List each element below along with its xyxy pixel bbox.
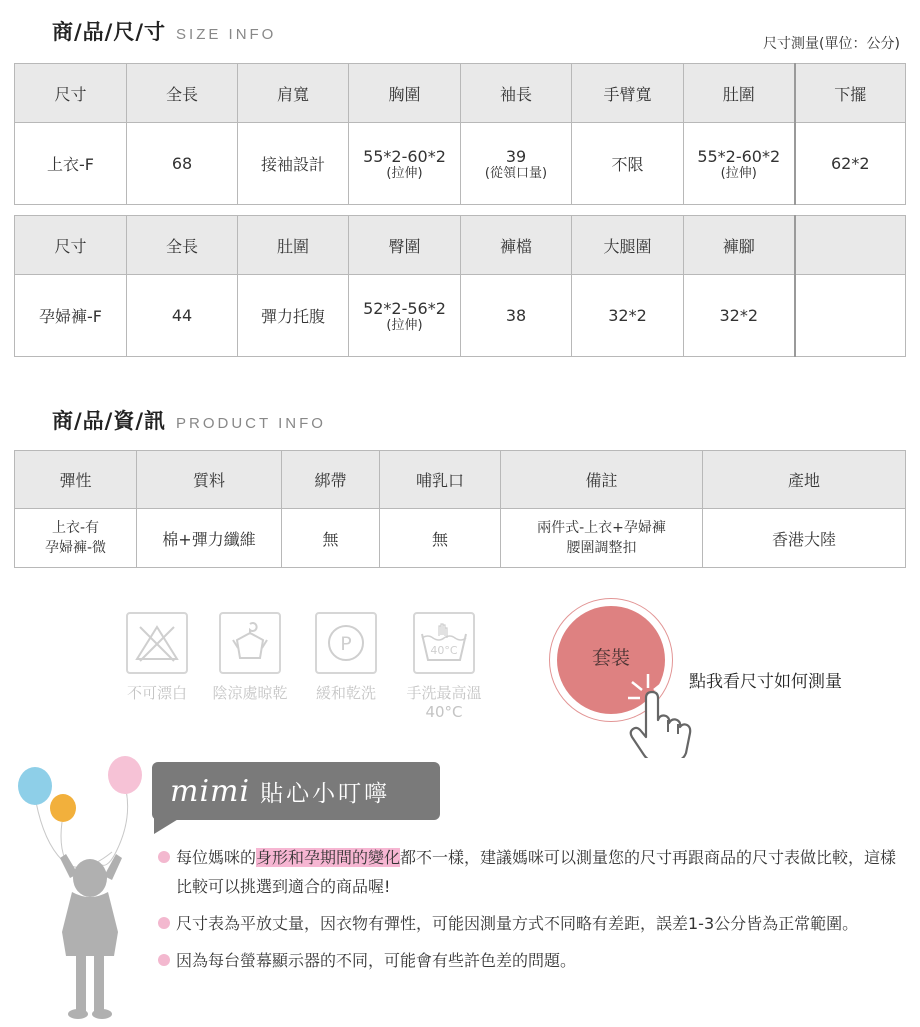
elastic-top: 上衣-有	[51, 520, 100, 536]
product-info-subtitle: PRODUCT INFO	[176, 415, 326, 432]
length-cell: 68	[127, 123, 238, 205]
arm-cell: 不限	[572, 123, 684, 205]
chest-note: (拉伸)	[386, 165, 423, 181]
nursing-cell: 無	[380, 509, 501, 568]
balloon-blue	[18, 767, 52, 805]
chest-value: 55*2-60*2	[363, 146, 446, 166]
brand-mimi: mimi	[170, 773, 251, 809]
pink-dot-icon	[158, 917, 170, 929]
tips-list	[158, 843, 898, 983]
header-cell: 質料	[137, 451, 282, 509]
bubble-tail	[154, 818, 180, 834]
header-cell: 臀圍	[349, 216, 461, 275]
girl-balloons-illustration	[14, 752, 154, 1027]
care-dry-clean	[307, 612, 385, 703]
product-info-table	[14, 450, 906, 568]
tip-highlight: 身形和孕期間的變化	[256, 848, 401, 867]
set-badge[interactable]: 套裝	[557, 606, 665, 714]
wash-temp: 40°C	[430, 644, 458, 657]
header-cell: 手臂寬	[572, 64, 684, 123]
sleeve-note: (從領口量)	[484, 165, 548, 181]
hip-value: 52*2-56*2	[363, 298, 446, 318]
origin-cell: 香港大陸	[703, 509, 906, 568]
tip-text: 尺寸表為平放丈量，因衣物有彈性，可能因測量方式不同略有差距，誤差1-3公分皆為正常範圍。	[176, 914, 859, 933]
balloon-orange	[50, 794, 76, 822]
belly-cell: 彈力托腹	[238, 275, 349, 357]
material-cell: 棉+彈力纖維	[137, 509, 282, 568]
care-label: 緩和乾洗	[315, 684, 376, 702]
hand-wash-icon	[413, 612, 475, 674]
header-cell: 袖長	[461, 64, 572, 123]
header-cell: 大腿圍	[572, 216, 684, 275]
top-size-table	[14, 63, 906, 205]
care-shade-dry	[204, 612, 296, 703]
product-info-title: 商/品/資/訊	[52, 409, 167, 433]
strap-cell: 無	[282, 509, 380, 568]
tip-text: 都不一樣，建議媽咪可以測量您的尺寸再跟商品的尺寸表做比較，這樣比較可以挑選到適合的商品喔!	[176, 848, 897, 896]
elastic-pants: 孕婦褲-微	[44, 540, 107, 556]
pink-dot-icon	[158, 954, 170, 966]
header-cell: 肚圍	[684, 64, 795, 123]
tip-text: 每位媽咪的	[176, 848, 257, 867]
header-cell: 產地	[703, 451, 906, 509]
hip-note: (拉伸)	[386, 317, 423, 333]
tips-heading-bubble	[152, 762, 440, 820]
no-bleach-icon	[126, 612, 188, 674]
shade-dry-icon	[219, 612, 281, 674]
care-label: 不可漂白	[126, 684, 187, 702]
table-header-row	[15, 216, 906, 275]
sleeve-value: 39	[505, 146, 527, 166]
measure-guide-link[interactable]: 點我看尺寸如何測量	[689, 672, 842, 692]
dry-clean-icon	[315, 612, 377, 674]
header-cell: 褲腳	[684, 216, 795, 275]
empty-cell	[795, 275, 906, 357]
size-cell: 上衣-F	[15, 123, 127, 205]
tip-item	[158, 909, 898, 938]
table-row	[15, 509, 906, 568]
size-info-heading	[52, 16, 276, 46]
care-label-temp: 40°C	[425, 703, 463, 721]
header-cell: 尺寸	[15, 216, 127, 275]
header-cell: 綁帶	[282, 451, 380, 509]
tip-item	[158, 946, 898, 975]
note-line-1: 兩件式-上衣+孕婦褲	[537, 520, 666, 536]
girl-silhouette	[60, 854, 122, 1019]
chest-cell	[349, 123, 461, 205]
note-line-2: 腰圍調整扣	[566, 540, 637, 556]
rise-cell: 38	[461, 275, 572, 357]
elastic-cell	[15, 509, 137, 568]
care-label: 手洗最高溫	[406, 684, 482, 702]
header-cell	[795, 216, 906, 275]
size-info-title: 商/品/尺/寸	[52, 20, 167, 44]
header-cell: 肚圍	[238, 216, 349, 275]
hem-cell: 62*2	[795, 123, 906, 205]
tip-text: 因為每台螢幕顯示器的不同，可能會有些許色差的問題。	[176, 951, 577, 970]
dry-clean-symbol: P	[340, 633, 352, 655]
balloon-pink	[108, 756, 142, 794]
header-cell: 備註	[501, 451, 703, 509]
pink-dot-icon	[158, 851, 170, 863]
belly-note: (拉伸)	[720, 165, 757, 181]
size-info-subtitle: SIZE INFO	[176, 26, 277, 43]
table-header-row	[15, 451, 906, 509]
hip-cell	[349, 275, 461, 357]
header-cell: 尺寸	[15, 64, 127, 123]
table-row	[15, 275, 906, 357]
pants-size-table	[14, 215, 906, 357]
pant-hem-cell: 32*2	[684, 275, 795, 357]
header-cell: 下擺	[795, 64, 906, 123]
header-cell: 褲檔	[461, 216, 572, 275]
thigh-cell: 32*2	[572, 275, 684, 357]
care-no-bleach	[118, 612, 196, 703]
note-cell	[501, 509, 703, 568]
sleeve-cell	[461, 123, 572, 205]
header-cell: 全長	[127, 64, 238, 123]
header-cell: 哺乳口	[380, 451, 501, 509]
header-cell: 胸圍	[349, 64, 461, 123]
belly-cell	[684, 123, 795, 205]
belly-value: 55*2-60*2	[697, 146, 781, 166]
header-cell: 彈性	[15, 451, 137, 509]
table-header-row	[15, 64, 906, 123]
header-cell: 全長	[127, 216, 238, 275]
tips-title: 貼心小叮嚀	[260, 780, 391, 807]
length-cell: 44	[127, 275, 238, 357]
header-cell: 肩寬	[238, 64, 349, 123]
care-hand-wash	[398, 612, 490, 721]
table-row	[15, 123, 906, 205]
product-info-heading	[52, 405, 326, 435]
care-label: 陰涼處晾乾	[212, 684, 288, 702]
shoulder-cell: 接袖設計	[238, 123, 349, 205]
size-cell: 孕婦褲-F	[15, 275, 127, 357]
tip-item	[158, 843, 898, 901]
unit-note: 尺寸測量(單位：公分)	[763, 36, 900, 52]
